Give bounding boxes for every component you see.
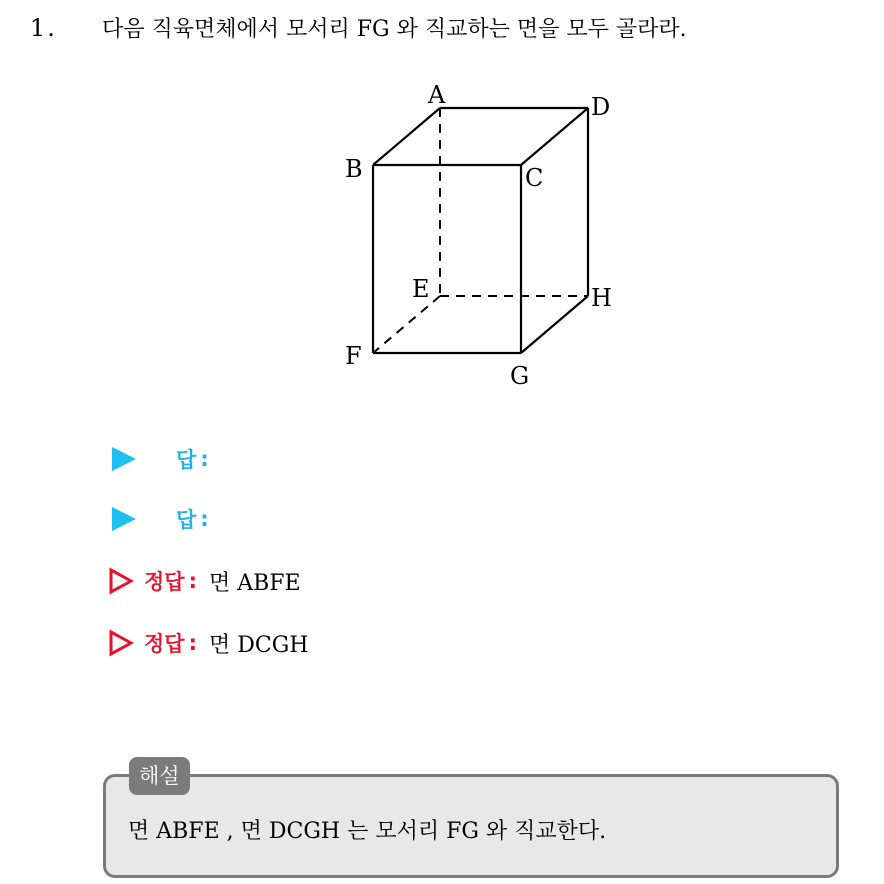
answer-row-2 xyxy=(108,503,209,535)
answer-colon: : xyxy=(200,447,209,471)
vertex-label-f: F xyxy=(345,342,362,370)
play-triangle-icon xyxy=(112,447,136,471)
correct-answer-row-1 xyxy=(108,565,301,597)
correct-answer-row-2 xyxy=(108,627,308,659)
answer-colon: : xyxy=(200,507,209,531)
vertex-label-a: A xyxy=(428,81,446,109)
edge-ab xyxy=(373,108,440,165)
correct-colon: : xyxy=(188,569,197,593)
outline-triangle-icon xyxy=(108,567,134,595)
cuboid-diagram xyxy=(330,78,630,398)
correct-label: 정답 xyxy=(144,570,185,594)
edge-dc xyxy=(521,108,588,165)
explanation-text: 면 ABFE , 면 DCGH 는 모서리 FG 와 직교한다. xyxy=(128,819,607,844)
vertex-label-h: H xyxy=(591,284,612,312)
correct-answer-value: 면 DCGH xyxy=(208,632,309,658)
correct-answer-value: 면 ABFE xyxy=(208,570,301,596)
answer-label: 답 xyxy=(176,508,197,532)
vertex-label-e: E xyxy=(412,275,430,303)
cuboid-figure xyxy=(330,78,630,398)
question-number: 1. xyxy=(30,14,57,42)
outline-triangle-icon xyxy=(108,629,134,657)
explanation-tab: 해설 xyxy=(129,757,190,795)
correct-colon: : xyxy=(188,631,197,655)
edge-gh xyxy=(521,296,588,353)
correct-label: 정답 xyxy=(144,632,185,656)
question-text: 다음 직육면체에서 모서리 FG 와 직교하는 면을 모두 골라라. xyxy=(102,17,687,42)
vertex-label-g: G xyxy=(510,362,530,390)
answer-row-1 xyxy=(108,443,209,475)
answer-label: 답 xyxy=(176,448,197,472)
vertex-label-c: C xyxy=(525,164,544,192)
vertex-label-d: D xyxy=(591,93,611,121)
vertex-label-b: B xyxy=(345,155,363,183)
question xyxy=(30,12,687,43)
play-triangle-icon xyxy=(112,507,136,531)
edge-ef xyxy=(373,296,440,353)
